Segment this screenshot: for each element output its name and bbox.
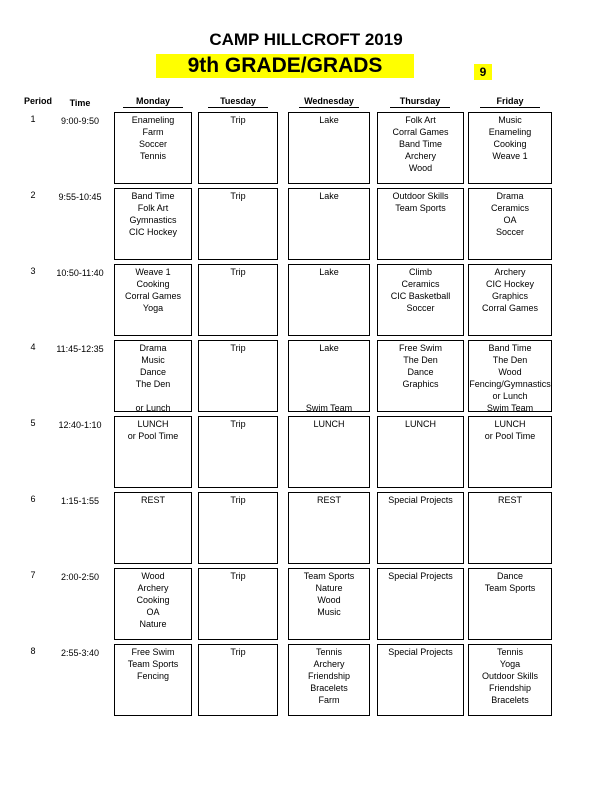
activity: Free Swim [131,647,175,657]
activity: LUNCH [137,419,169,429]
activity: Graphics [402,379,439,389]
activity: Farm [318,695,340,705]
period-number: 7 [30,570,36,580]
schedule-cell-thursday [377,416,464,488]
page-subtitle: 9th GRADE/GRADS [187,54,383,77]
activity [289,366,369,378]
activity: Trip [230,343,246,353]
activity: Trip [230,419,246,429]
activity: Folk Art [137,203,169,213]
activity: Yoga [499,659,521,669]
schedule-cell-monday [114,264,192,336]
activity: Bracelets [310,683,348,693]
activity: Folk Art [405,115,436,125]
activity: Corral Games [124,291,181,301]
activity: REST [497,495,522,505]
schedule-cell-tuesday [198,416,278,488]
schedule-cell-wednesday [288,568,370,640]
period-number: 3 [30,266,36,276]
header-friday: Friday [465,96,555,108]
header-tuesday: Tuesday [193,96,283,108]
activity: Cooking [136,279,170,289]
activity: CIC Basketball [390,291,451,301]
activity: Climb [408,267,432,277]
period-number: 6 [30,494,36,504]
activity: Gymnastics [129,215,177,225]
schedule-cell-thursday [377,340,464,412]
period-time: 2:00-2:50 [60,572,100,582]
activity: REST [140,495,165,505]
schedule-cell-tuesday [198,188,278,260]
activity: Corral Games [392,127,449,137]
activity: Trip [230,191,246,201]
schedule-cell-friday [468,568,552,640]
activity: Wood [498,367,522,377]
activity: or Pool Time [127,431,179,441]
activity: Corral Games [481,303,538,313]
grade-badge: 9 [474,64,492,80]
activity: Friendship [488,683,532,693]
activity: Soccer [406,303,435,313]
page-title: CAMP HILLCROFT 2019 [209,30,403,49]
activity: Wood [408,163,433,173]
activity: Band Time [488,343,532,353]
schedule-cell-monday [114,112,192,184]
activity: Trip [230,495,246,505]
header-period: Period [23,96,52,106]
schedule-cell-tuesday [198,644,278,716]
activity: OA [503,215,517,225]
schedule-cell-wednesday [288,112,370,184]
schedule-cell-tuesday [198,112,278,184]
activity: CIC Hockey [485,279,534,289]
activity: Music [498,115,522,125]
activity: Outdoor Skills [392,191,449,201]
period-number: 5 [30,418,36,428]
schedule-cell-tuesday [198,492,278,564]
activity: Lake [319,115,339,125]
activity: Band Time [398,139,443,149]
activity: Bracelets [491,695,529,705]
activity: or Lunch [135,403,171,413]
activity: Weave 1 [492,151,528,161]
activity: Tennis [496,647,523,657]
activity: Archery [494,267,526,277]
schedule-cell-friday [468,416,552,488]
header-wednesday: Wednesday [284,96,374,108]
activity: The Den [135,379,171,389]
activity: Special Projects [388,647,453,657]
schedule-cell-thursday [377,644,464,716]
activity: LUNCH [313,419,345,429]
activity: Cooking [493,139,527,149]
period-number: 8 [30,646,36,656]
activity: Team Sports [484,583,536,593]
schedule-cell-monday [114,568,192,640]
activity [289,378,369,390]
activity: Trip [230,571,246,581]
schedule-cell-monday [114,644,192,716]
period-number: 2 [30,190,36,200]
schedule-cell-wednesday [288,188,370,260]
schedule-cell-thursday [377,492,464,564]
schedule-cell-wednesday [288,264,370,336]
schedule-cell-thursday [377,188,464,260]
activity: Team Sports [395,203,446,213]
activity: Soccer [138,139,167,149]
schedule-cell-monday [114,416,192,488]
schedule-cell-friday [468,340,552,412]
schedule-cell-tuesday [198,568,278,640]
period-number: 1 [30,114,36,124]
schedule-cell-tuesday [198,340,278,412]
activity: Special Projects [388,495,453,505]
schedule-cell-friday [468,188,552,260]
schedule-cell-wednesday [288,340,370,412]
activity: Graphics [491,291,528,301]
activity: Lake [319,267,339,277]
activity: Drama [139,343,167,353]
activity: or Lunch [492,391,528,401]
period-time: 12:40-1:10 [58,420,102,430]
activity: Outdoor Skills [481,671,539,681]
activity: Trip [230,115,246,125]
header-thursday: Thursday [375,96,465,108]
activity: The Den [403,355,438,365]
header-monday: Monday [108,96,198,108]
activity: Wood [141,571,165,581]
activity: Lake [319,343,339,353]
activity: LUNCH [404,419,436,429]
activity: Fencing/Gymnastics [469,379,551,389]
activity: Ceramics [490,203,529,213]
activity: Soccer [495,227,524,237]
schedule-cell-wednesday [288,492,370,564]
period-time: 9:00-9:50 [60,116,100,126]
activity: Trip [230,647,246,657]
activity: CIC Hockey [128,227,177,237]
period-number: 4 [30,342,36,352]
activity: Free Swim [398,343,442,353]
schedule-cell-monday [114,188,192,260]
activity: Ceramics [401,279,440,289]
activity: Music [317,607,341,617]
activity: Team Sports [127,659,179,669]
schedule-cell-wednesday [288,416,370,488]
activity: Music [141,355,165,365]
activity: Special Projects [388,571,453,581]
activity: Wood [317,595,341,605]
schedule-cell-friday [468,112,552,184]
activity: Tennis [139,151,166,161]
activity: Archery [313,659,345,669]
activity: Weave 1 [135,267,171,277]
activity [289,390,369,402]
activity: Archery [404,151,436,161]
activity: Lake [319,191,339,201]
activity: Fencing [136,671,170,681]
schedule-cell-friday [468,644,552,716]
activity: Enameling [488,127,532,137]
activity [289,354,369,366]
activity: Enameling [131,115,175,125]
activity: The Den [492,355,528,365]
activity: Dance [407,367,434,377]
activity: or Pool Time [484,431,536,441]
activity: Trip [230,267,246,277]
activity: Nature [139,619,167,629]
schedule-cell-friday [468,492,552,564]
activity: LUNCH [494,419,526,429]
schedule-cell-thursday [377,568,464,640]
activity: Band Time [131,191,175,201]
activity: Archery [137,583,169,593]
activity: Friendship [307,671,351,681]
activity: Farm [142,127,164,137]
schedule-cell-thursday [377,264,464,336]
activity: Swim Team [486,403,534,413]
activity: OA [146,607,160,617]
activity: Drama [496,191,524,201]
activity: Swim Team [305,403,353,413]
activity: Team Sports [303,571,355,581]
schedule-cell-monday [114,340,192,412]
header-time: Time [69,98,91,108]
schedule-cell-monday [114,492,192,564]
activity: Dance [139,367,166,377]
period-time: 11:45-12:35 [56,344,104,354]
schedule-cell-tuesday [198,264,278,336]
schedule-cell-wednesday [288,644,370,716]
schedule-cell-thursday [377,112,464,184]
activity: Nature [315,583,343,593]
schedule-cell-friday [468,264,552,336]
activity: Tennis [315,647,342,657]
period-time: 2:55-3:40 [60,648,100,658]
activity [115,390,191,402]
activity: Dance [496,571,523,581]
period-time: 10:50-11:40 [56,268,104,278]
activity: REST [316,495,341,505]
activity: Yoga [142,303,164,313]
activity: Cooking [136,595,170,605]
period-time: 9:55-10:45 [58,192,102,202]
period-time: 1:15-1:55 [60,496,100,506]
